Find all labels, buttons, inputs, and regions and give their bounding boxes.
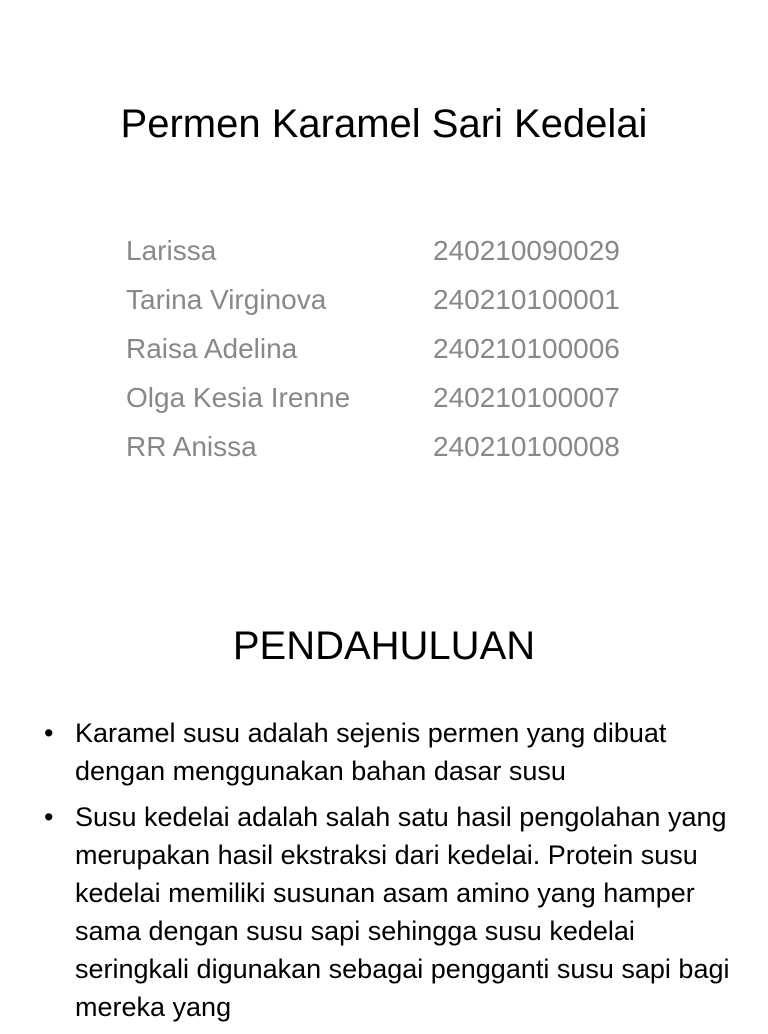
bullet-item [44, 798, 734, 1026]
bullet-item [44, 714, 734, 790]
slide-title: Permen Karamel Sari Kedelai [120, 102, 648, 146]
member-list [126, 226, 666, 471]
bullet-icon: • [44, 802, 54, 832]
member-id: 240210100007 [433, 381, 620, 413]
member-id: 240210100001 [433, 283, 620, 315]
member-row [126, 373, 666, 422]
member-id: 240210090029 [433, 234, 620, 266]
member-name: Raisa Adelina [126, 332, 298, 364]
bullet-text: Susu kedelai adalah salah satu hasil pengolahan yang merupakan hasil ekstraksi dari kedelai. Protein susu kedelai memiliki susunan asam amino yang hamper sama dengan susu sapi sehingga susu kedelai seringkali digunakan sebagai pengganti susu sapi bagi mereka yang [75, 802, 730, 1022]
member-name: Larissa [126, 234, 217, 266]
section-title: PENDAHULUAN [232, 624, 536, 668]
member-name: RR Anissa [126, 430, 257, 462]
member-id: 240210100006 [433, 332, 620, 364]
member-row [126, 324, 666, 373]
member-name: Olga Kesia Irenne [126, 381, 351, 413]
member-name: Tarina Virginova [126, 283, 327, 315]
member-row [126, 226, 666, 275]
bullet-list [44, 714, 734, 1034]
member-id: 240210100008 [433, 430, 620, 462]
introduction-slide [0, 560, 768, 1024]
member-row [126, 422, 666, 471]
bullet-icon: • [44, 718, 54, 748]
member-row [126, 275, 666, 324]
bullet-text: Karamel susu adalah sejenis permen yang dibuat dengan menggunakan bahan dasar susu [75, 718, 667, 786]
